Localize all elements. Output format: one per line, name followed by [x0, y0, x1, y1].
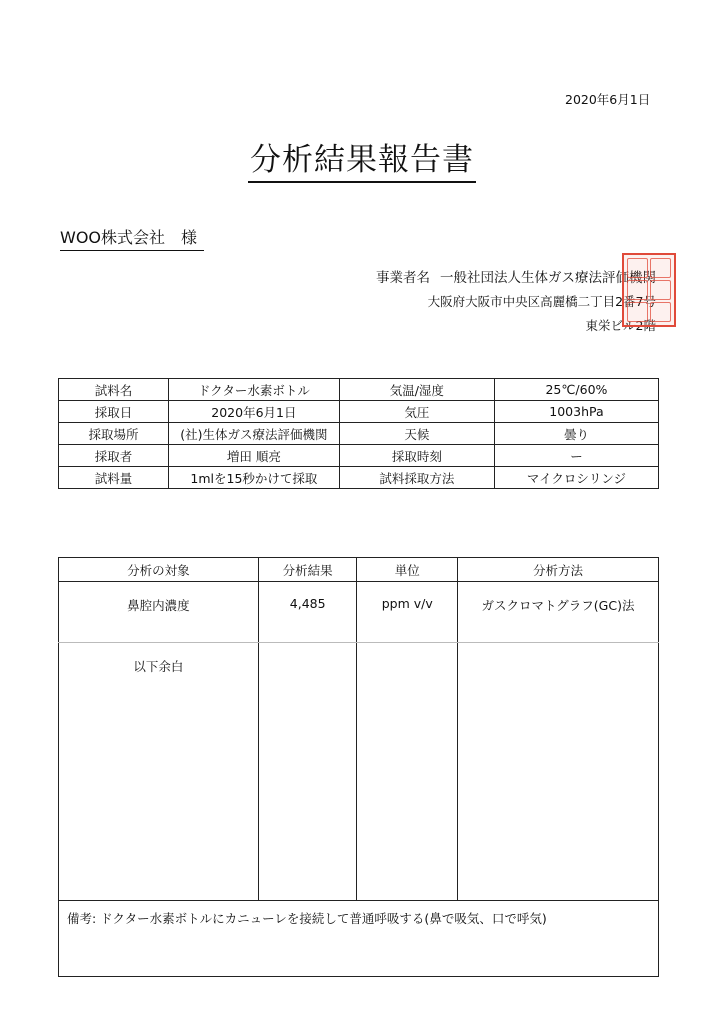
seal-cell [650, 258, 671, 278]
blank-note: 以下余白 [59, 643, 259, 901]
info-value: 曇り [494, 423, 658, 445]
sender-address-line2: 東栄ビル2階 [585, 318, 656, 333]
info-value: (社)生体ガス療法評価機関 [169, 423, 340, 445]
seal-cell [650, 302, 671, 322]
info-label: 気圧 [339, 401, 494, 423]
official-seal-stamp [622, 253, 676, 327]
info-label: 試料名 [59, 379, 169, 401]
info-label: 試料量 [59, 467, 169, 489]
info-value: ー [494, 445, 658, 467]
info-value: 増田 順亮 [169, 445, 340, 467]
table-row [59, 467, 659, 489]
info-label: 天候 [339, 423, 494, 445]
report-title [0, 134, 724, 179]
sender-name-line [376, 266, 656, 290]
empty-cell [357, 643, 458, 901]
info-label: 採取場所 [59, 423, 169, 445]
seal-cell [650, 280, 671, 300]
table-row [59, 445, 659, 467]
remarks-row [59, 901, 659, 977]
sender-block [376, 266, 656, 338]
info-value: 25℃/60% [494, 379, 658, 401]
header-method: 分析方法 [458, 558, 659, 582]
sender-address-line1: 大阪府大阪市中央区高麗橋二丁目2番7号 [427, 294, 656, 309]
analysis-results-table [58, 557, 659, 977]
table-header-row [59, 558, 659, 582]
seal-cell [627, 258, 648, 278]
result-target: 鼻腔内濃度 [59, 582, 259, 643]
info-label: 気温/湿度 [339, 379, 494, 401]
info-value: マイクロシリンジ [494, 467, 658, 489]
info-value: ドクター水素ボトル [169, 379, 340, 401]
info-label: 採取者 [59, 445, 169, 467]
info-label: 採取時刻 [339, 445, 494, 467]
report-title-text: 分析結果報告書 [248, 142, 476, 183]
empty-cell [258, 643, 357, 901]
info-label: 採取日 [59, 401, 169, 423]
result-value: 4,485 [258, 582, 357, 643]
info-value: 1mlを15秒かけて採取 [169, 467, 340, 489]
seal-cell [627, 302, 648, 322]
sample-info-table [58, 378, 659, 489]
info-value: 2020年6月1日 [169, 401, 340, 423]
result-unit: ppm v/v [357, 582, 458, 643]
seal-cell [627, 280, 648, 300]
header-target: 分析の対象 [59, 558, 259, 582]
header-unit: 単位 [357, 558, 458, 582]
table-row [59, 643, 659, 901]
result-method: ガスクロマトグラフ(GC)法 [458, 582, 659, 643]
remarks-text: 備考: ドクター水素ボトルにカニューレを接続して普通呼吸する(鼻で吸気、口で呼気) [59, 901, 659, 977]
table-row [59, 379, 659, 401]
table-row [59, 401, 659, 423]
table-row [59, 423, 659, 445]
header-result: 分析結果 [258, 558, 357, 582]
info-value: 1003hPa [494, 401, 658, 423]
sender-label: 事業者名 [376, 270, 430, 286]
table-row [59, 582, 659, 643]
empty-cell [458, 643, 659, 901]
sender-name: 一般社団法人生体ガス療法評価機関 [440, 270, 656, 286]
info-label: 試料採取方法 [339, 467, 494, 489]
recipient-name: WOO株式会社 様 [60, 225, 204, 251]
report-date: 2020年6月1日 [565, 92, 651, 107]
